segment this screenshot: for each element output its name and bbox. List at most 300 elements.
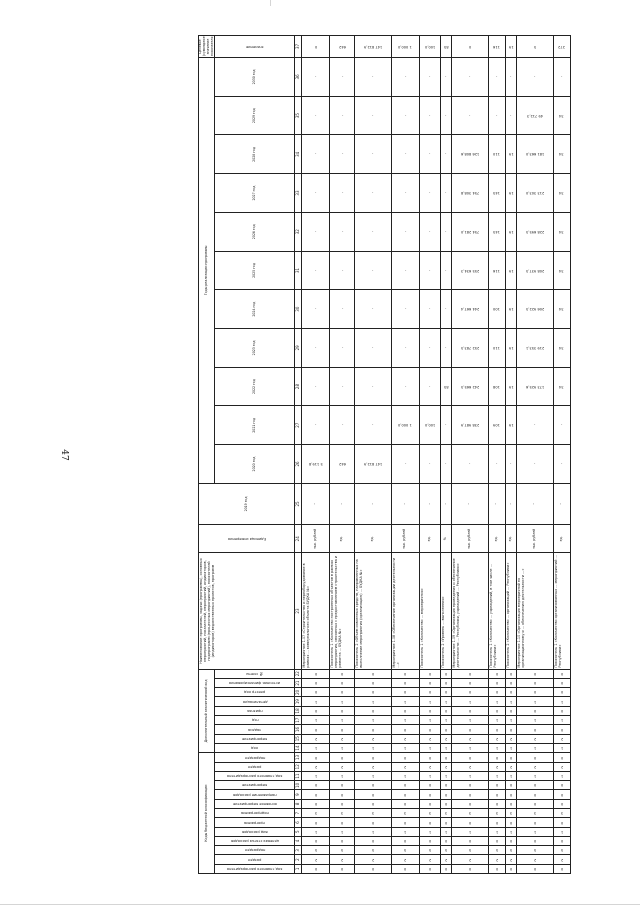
code-cell-text: 1: [371, 829, 375, 834]
column-number: 6: [295, 818, 302, 827]
row-year-value: [506, 96, 517, 135]
row-year-value-text: -: [341, 229, 343, 234]
row-year-value: [441, 212, 452, 251]
page-number: 47: [59, 449, 69, 461]
code-cell-text: 0: [444, 755, 448, 760]
row-year-value-text: 206 922,5: [525, 307, 544, 312]
row-year-value-text: 85: [443, 384, 449, 389]
code-cell-text: 0: [468, 783, 472, 788]
code-cell: [506, 855, 517, 864]
header-budget-sub-text: раздел: [248, 764, 262, 769]
code-cell-text: 2: [444, 857, 448, 862]
code-cell-text: 2: [509, 764, 513, 769]
row-year-value-text: -: [445, 268, 447, 273]
code-cell-text: 0: [314, 671, 317, 676]
row-total: [355, 36, 392, 58]
table-row: [302, 36, 330, 874]
code-cell-text: 0: [314, 839, 317, 844]
code-cell: [330, 734, 355, 743]
code-cell: [391, 706, 419, 715]
column-number: 22: [295, 669, 302, 678]
code-cell-text: 0: [495, 671, 498, 676]
code-cell-text: 0: [495, 755, 498, 760]
row-year-value-text: 34: [559, 346, 565, 350]
code-cell: [516, 799, 553, 808]
row-year-value: [419, 212, 440, 251]
row-year-value: [488, 367, 505, 406]
row-name: Показатель 2 «Количество ... организаций ... Республики»: [506, 553, 517, 669]
header-final: Целевое (суммарное) значение показателя: [198, 35, 214, 56]
row-year-value: [419, 290, 440, 329]
code-cell: [553, 678, 570, 687]
code-cell-text: 3: [404, 811, 407, 816]
row-year-value-text: 108: [493, 384, 501, 389]
row-year-value-text: -: [429, 384, 431, 389]
code-cell-text: 1: [371, 746, 375, 751]
row-year-value-text: 147 812,9: [363, 462, 383, 467]
code-cell-text: 1: [371, 699, 375, 704]
code-cell-text: 1: [495, 829, 498, 834]
code-cell: [452, 864, 489, 873]
code-cell: [506, 678, 517, 687]
row-name: Показатель 1 «Количество ... учреждений, в том числе ... Республики»: [488, 553, 505, 669]
code-cell: [330, 827, 355, 836]
code-cell-text: 5: [404, 848, 407, 853]
code-cell: [553, 753, 570, 762]
code-cell-text: 0: [314, 867, 317, 872]
code-cell: [516, 771, 553, 780]
code-cell: [553, 706, 570, 715]
code-cell-text: 0: [404, 839, 407, 844]
row-year-value: [452, 135, 489, 174]
row-year-value: [506, 445, 517, 484]
code-cell: [452, 688, 489, 697]
code-cell: [441, 697, 452, 706]
row-year-value-text: 19: [508, 346, 514, 350]
code-cell: [553, 781, 570, 790]
row-year-value: [516, 406, 553, 445]
code-cell: [330, 669, 355, 678]
code-cell-text: 1: [444, 746, 448, 751]
code-cell: [391, 790, 419, 799]
code-cell-text: 0: [509, 681, 513, 686]
column-number: 8: [295, 799, 302, 808]
code-cell-text: 5: [341, 848, 344, 853]
code-cell: [516, 697, 553, 706]
row-year-value-text: 100: [493, 307, 501, 312]
row-year-value: [452, 251, 489, 290]
code-cell-text: 0: [341, 867, 344, 872]
row-year-value: [302, 367, 330, 406]
code-cell-text: 2: [444, 736, 448, 741]
row-year-value: [419, 57, 440, 96]
row-unit: ед.: [488, 525, 505, 553]
column-number: 7: [295, 809, 302, 818]
code-cell-text: 1: [371, 774, 375, 779]
row-year-value: [516, 135, 553, 174]
code-cell-text: 0: [495, 681, 498, 686]
code-cell-text: 0: [560, 792, 563, 797]
row-year-value: [419, 328, 440, 367]
column-number: 24: [295, 525, 302, 553]
row-year-value: [452, 328, 489, 367]
code-cell: [330, 688, 355, 697]
code-cell-text: 1: [314, 699, 317, 704]
code-cell-text: 1: [495, 746, 498, 751]
code-cell: [553, 771, 570, 780]
code-cell: [553, 799, 570, 808]
code-cell: [302, 818, 330, 827]
code-cell-text: 0: [371, 820, 375, 825]
code-cell: [330, 706, 355, 715]
code-cell-text: 0: [371, 681, 375, 686]
code-cell-text: 0: [533, 727, 536, 732]
row-year-value-text: -: [372, 384, 374, 389]
scan-artifact: [0, 904, 640, 905]
code-cell: [452, 762, 489, 771]
row-total: [302, 36, 330, 58]
row-year-value: [419, 174, 440, 213]
code-cell: [516, 734, 553, 743]
code-cell-text: 1: [468, 718, 472, 723]
header-budget-sub-text: основное мероприятие: [232, 802, 277, 807]
row-year-value: [302, 251, 330, 290]
row-year-value: [506, 57, 517, 96]
column-number: 11: [295, 771, 302, 780]
code-cell: [330, 743, 355, 752]
code-cell-text: 0: [404, 802, 407, 807]
code-cell: [419, 790, 440, 799]
code-cell-text: 2: [444, 764, 448, 769]
code-cell: [441, 706, 452, 715]
row-year-value-text: -: [315, 268, 317, 273]
row-name: Мероприятие 1.10 «Организация мероприятий по организационному и ... обеспечению деятельности ...»: [516, 553, 553, 669]
code-cell-text: 1: [341, 699, 344, 704]
row-year-value: [355, 445, 392, 484]
code-cell-text: 0: [444, 690, 448, 695]
header-year: 2021 год: [215, 406, 295, 445]
code-cell: [488, 818, 505, 827]
code-cell: [516, 743, 553, 752]
code-cell-text: 0: [444, 671, 448, 676]
code-cell-text: 0: [341, 681, 344, 686]
code-cell-text: 0: [428, 681, 432, 686]
header-add-sub-text: признак: [247, 709, 263, 714]
code-cell: [452, 706, 489, 715]
code-cell-text: 0: [509, 727, 513, 732]
code-cell: [452, 809, 489, 818]
code-cell: [355, 781, 392, 790]
row-unit: ед.: [355, 525, 392, 553]
row-year-value: [506, 251, 517, 290]
row-year-value-text: 219 353,1: [525, 346, 544, 350]
code-cell: [330, 678, 355, 687]
code-cell: [302, 790, 330, 799]
code-cell: [391, 771, 419, 780]
code-cell-text: 3: [314, 811, 317, 816]
code-cell-text: 0: [560, 839, 563, 844]
row-year-value-text: -: [445, 75, 447, 80]
row-base-value: -: [391, 483, 419, 524]
code-cell: [506, 697, 517, 706]
code-cell-text: 1: [560, 746, 563, 751]
code-cell-text: 1: [371, 718, 375, 723]
code-cell: [506, 706, 517, 715]
code-cell: [488, 790, 505, 799]
row-total-text: 147 812,9: [363, 44, 383, 49]
row-total-text: 0: [468, 44, 472, 49]
row-year-value: [516, 96, 553, 135]
row-year-value: [553, 367, 570, 406]
code-cell-text: 0: [404, 867, 407, 872]
code-cell-text: 1: [444, 829, 448, 834]
row-year-value-text: -: [561, 75, 563, 80]
row-year-value: [391, 367, 419, 406]
column-number: 34: [295, 135, 302, 174]
code-cell: [506, 864, 517, 873]
code-cell: [488, 669, 505, 678]
code-cell: [391, 846, 419, 855]
code-cell: [330, 809, 355, 818]
row-total-text: 100,0: [424, 44, 436, 49]
code-cell: [506, 669, 517, 678]
row-year-value: [302, 57, 330, 96]
row-year-value-text: -: [445, 113, 447, 118]
code-cell-text: 0: [404, 792, 407, 797]
header-budget-sub-text: мероприятие: [242, 783, 268, 788]
code-cell: [441, 753, 452, 762]
row-year-value: [355, 96, 392, 135]
code-cell-text: 1: [509, 774, 513, 779]
code-cell: [516, 678, 553, 687]
row-base-value: -: [506, 483, 517, 524]
row-year-value-text: 116: [493, 268, 501, 273]
row-year-value: [452, 406, 489, 445]
row-year-value: [506, 135, 517, 174]
row-unit: ед.: [553, 525, 570, 553]
code-cell-text: 3: [468, 811, 472, 816]
code-cell-text: 0: [468, 792, 472, 797]
code-cell-text: 0: [468, 671, 472, 676]
code-cell: [355, 846, 392, 855]
row-year-value: [506, 212, 517, 251]
code-cell: [516, 846, 553, 855]
code-cell: [355, 790, 392, 799]
code-cell-text: 0: [314, 783, 317, 788]
code-cell: [330, 697, 355, 706]
row-year-value: [452, 174, 489, 213]
code-cell-text: 0: [341, 783, 344, 788]
code-cell: [391, 762, 419, 771]
header-budget-sub: [215, 864, 295, 873]
row-year-value-text: 5 119,8: [308, 462, 323, 467]
code-cell-text: 1: [468, 829, 472, 834]
code-cell-text: 0: [371, 802, 375, 807]
code-cell-text: 0: [468, 839, 472, 844]
row-year-value: [330, 406, 355, 445]
code-cell-text: 0: [495, 820, 498, 825]
row-year-value: [488, 135, 505, 174]
code-cell: [355, 716, 392, 725]
header-unit: [199, 525, 295, 553]
code-cell: [419, 799, 440, 808]
code-cell: [488, 809, 505, 818]
row-year-value-text: -: [445, 346, 447, 350]
code-cell: [302, 809, 330, 818]
header-final-sub: [215, 36, 295, 58]
code-cell-text: 1: [560, 699, 563, 704]
row-year-value: [391, 57, 419, 96]
code-cell-text: 0: [495, 783, 498, 788]
row-year-value-text: -: [510, 462, 512, 467]
code-cell: [302, 743, 330, 752]
code-cell-text: 2: [533, 736, 536, 741]
code-cell-text: 2: [314, 736, 317, 741]
code-cell: [488, 743, 505, 752]
row-year-value-text: -: [315, 191, 317, 196]
row-year-value: [553, 251, 570, 290]
row-total: [419, 36, 440, 58]
row-year-value: [488, 57, 505, 96]
header-unit-text: Единица измерения: [227, 536, 266, 541]
row-year-value: [452, 212, 489, 251]
row-year-value-text: -: [496, 75, 498, 80]
row-year-value: [488, 328, 505, 367]
header-budget-sub-text: код главного распорядителя: [227, 774, 283, 779]
code-cell-text: 3: [428, 811, 432, 816]
code-cell: [330, 836, 355, 845]
code-cell-text: 0: [533, 867, 536, 872]
code-cell-text: 0: [509, 820, 513, 825]
row-year-value: [441, 328, 452, 367]
code-cell-text: 0: [371, 671, 375, 676]
code-cell-text: 1: [341, 774, 344, 779]
code-cell: [419, 762, 440, 771]
row-year-value-text: -: [469, 462, 471, 467]
row-year-value: [553, 212, 570, 251]
row-year-value: [355, 212, 392, 251]
code-cell: [355, 734, 392, 743]
code-cell-text: 2: [509, 736, 513, 741]
row-year-value-text: -: [404, 346, 406, 350]
table-row: [553, 36, 570, 874]
row-name: Мероприятие 1.09 «Организация проведения и обеспечение деятельности ... Республики, учреждений ... Республики»: [452, 553, 489, 669]
row-year-value-text: -: [341, 152, 343, 157]
code-cell: [553, 790, 570, 799]
row-year-value-text: -: [429, 113, 431, 118]
code-cell: [302, 688, 330, 697]
row-year-value: [553, 57, 570, 96]
code-cell-text: 0: [533, 820, 536, 825]
header-year: 2029 год: [215, 96, 295, 135]
row-unit: тыс. рублей: [452, 525, 489, 553]
table-row: [488, 36, 505, 874]
code-cell: [516, 790, 553, 799]
code-cell: [553, 846, 570, 855]
row-total-text: 5: [533, 44, 536, 49]
code-cell-text: 0: [404, 690, 407, 695]
row-year-value-text: -: [561, 423, 563, 428]
code-cell-text: 0: [341, 709, 344, 714]
code-cell: [419, 734, 440, 743]
code-cell-text: 1: [560, 718, 563, 723]
column-number: 32: [295, 212, 302, 251]
code-cell: [302, 697, 330, 706]
code-cell-text: 0: [533, 681, 536, 686]
code-cell: [553, 716, 570, 725]
code-cell: [488, 855, 505, 864]
code-cell: [441, 781, 452, 790]
code-cell: [553, 697, 570, 706]
column-number: 21: [295, 678, 302, 687]
row-year-value: [441, 174, 452, 213]
row-year-value-text: 252 783,5: [460, 346, 480, 350]
code-cell: [516, 753, 553, 762]
row-year-value: [452, 57, 489, 96]
code-cell: [441, 855, 452, 864]
row-year-value-text: -: [445, 423, 447, 428]
code-cell: [452, 771, 489, 780]
code-cell: [391, 799, 419, 808]
row-year-value: [441, 290, 452, 329]
code-cell: [302, 669, 330, 678]
code-cell-text: 0: [560, 681, 563, 686]
row-year-value-text: -: [341, 268, 343, 273]
row-total: [516, 36, 553, 58]
code-cell-text: 0: [560, 802, 563, 807]
code-cell-text: 1: [428, 746, 432, 751]
code-cell-text: 2: [314, 857, 317, 862]
code-cell-text: 0: [560, 867, 563, 872]
code-cell-text: 2: [404, 857, 407, 862]
code-cell-text: 0: [314, 802, 317, 807]
code-cell: [488, 799, 505, 808]
code-cell: [488, 716, 505, 725]
code-cell-text: 1: [428, 699, 432, 704]
code-cell: [506, 725, 517, 734]
code-cell: [302, 706, 330, 715]
code-cell-text: 2: [495, 764, 498, 769]
code-cell-text: 2: [371, 736, 375, 741]
code-cell: [516, 669, 553, 678]
row-year-value: [302, 212, 330, 251]
code-cell: [553, 725, 570, 734]
row-year-value-text: -: [315, 75, 317, 80]
row-year-value: [391, 174, 419, 213]
row-year-value-text: -: [469, 75, 471, 80]
row-year-value-text: -: [315, 346, 317, 350]
code-cell: [452, 734, 489, 743]
row-year-value-text: -: [372, 113, 374, 118]
row-unit: ед.: [506, 525, 517, 553]
code-cell-text: 0: [428, 755, 432, 760]
row-year-value: [506, 406, 517, 445]
row-year-value: [553, 96, 570, 135]
row-year-value: [330, 174, 355, 213]
column-number: 31: [295, 251, 302, 290]
code-cell: [452, 855, 489, 864]
header-year: 2026 год: [215, 212, 295, 251]
row-year-value-text: -: [469, 113, 471, 118]
row-year-value: [302, 406, 330, 445]
code-cell-text: 1: [428, 829, 432, 834]
code-cell-text: 1: [533, 774, 536, 779]
code-cell: [330, 790, 355, 799]
code-cell: [355, 762, 392, 771]
code-cell: [302, 846, 330, 855]
code-cell-text: 1: [404, 699, 407, 704]
row-year-value: [553, 445, 570, 484]
